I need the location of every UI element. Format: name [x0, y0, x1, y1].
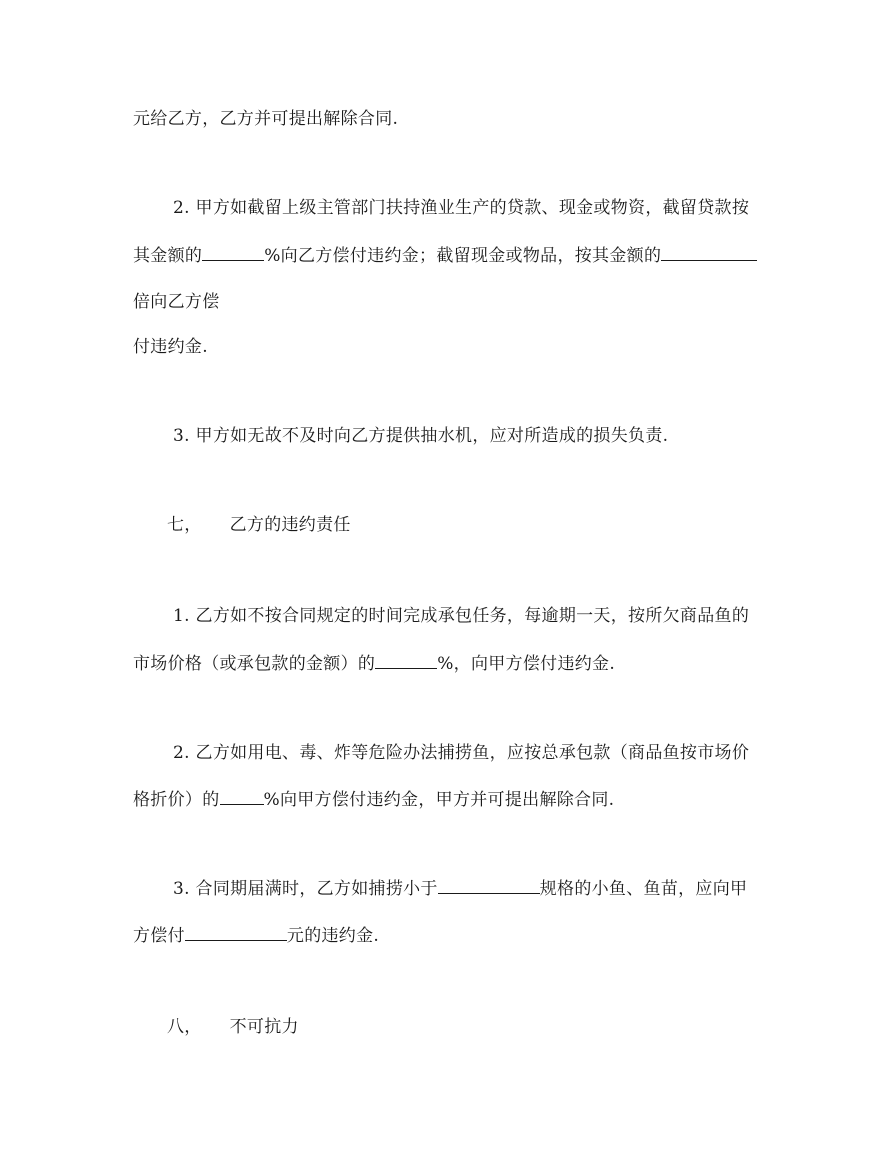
text: 元的违约金. [286, 926, 380, 946]
heading-number: 七， [167, 515, 202, 535]
section-heading-7 [167, 514, 351, 536]
clause-b1-line2 [133, 652, 615, 675]
fill-blank[interactable] [438, 877, 540, 894]
text: %，向甲方偿付违约金. [437, 654, 616, 674]
heading-number: 八， [167, 1017, 202, 1037]
clause-b3-line2 [133, 924, 379, 947]
text: 2. 甲方如截留上级主管部门扶持渔业生产的贷款、现金或物资，截留贷款按 [173, 198, 750, 218]
clause-b1-line1 [173, 605, 749, 627]
fill-blank[interactable] [185, 924, 287, 941]
text: 倍向乙方偿 [133, 292, 220, 312]
fill-blank[interactable] [661, 244, 757, 261]
clause-b3-line1 [173, 877, 747, 900]
text: %向乙方偿付违约金；截留现金或物品，按其金额的 [264, 246, 662, 266]
text: 2. 乙方如用电、毒、炸等危险办法捕捞鱼，应按总承包款（商品鱼按市场价 [173, 743, 750, 763]
text: 元给乙方，乙方并可提出解除合同. [133, 109, 399, 129]
fill-blank[interactable] [220, 788, 264, 805]
clause-a2-line1 [173, 197, 749, 219]
text: 规格的小鱼、鱼苗，应向甲 [539, 879, 748, 899]
section-heading-8 [167, 1016, 299, 1038]
fill-blank[interactable] [375, 652, 437, 669]
heading-title: 乙方的违约责任 [229, 515, 351, 535]
text: 方偿付 [133, 926, 185, 946]
clause-a2-line2 [133, 244, 757, 267]
clause-b2-line2 [133, 788, 614, 811]
clause-a2-line3 [133, 291, 220, 313]
clause-a2-line4 [133, 336, 208, 358]
text: 3. 甲方如无故不及时向乙方提供抽水机，应对所造成的损失负责. [173, 426, 669, 446]
paragraph-line [133, 108, 398, 130]
text: 3. 合同期届满时，乙方如捕捞小于 [173, 879, 438, 899]
text: 格折价）的 [133, 790, 220, 810]
text: 市场价格（或承包款的金额）的 [133, 654, 376, 674]
text: %向甲方偿付违约金，甲方并可提出解除合同. [263, 790, 615, 810]
text: 1. 乙方如不按合同规定的时间完成承包任务，每逾期一天，按所欠商品鱼的 [173, 606, 750, 626]
fill-blank[interactable] [202, 244, 264, 261]
text: 其金额的 [133, 246, 203, 266]
text: 付违约金. [133, 337, 208, 357]
clause-a3 [173, 425, 668, 447]
heading-title: 不可抗力 [229, 1017, 299, 1037]
clause-b2-line1 [173, 742, 749, 764]
